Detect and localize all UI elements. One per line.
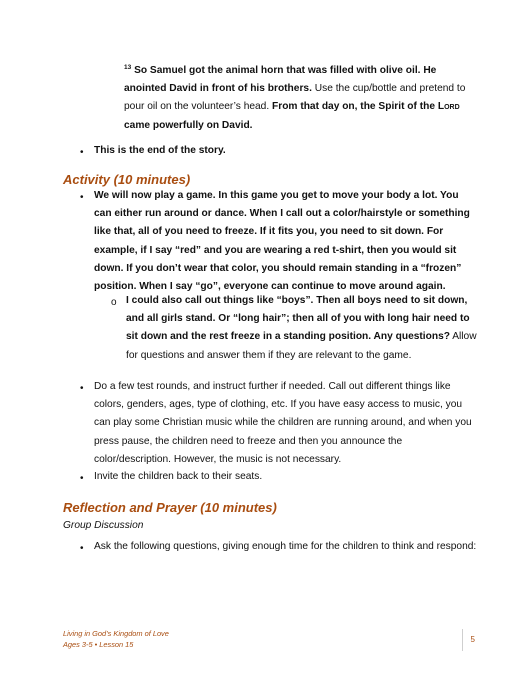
sub-bullet-plain: Allow for questions and answer them if they are relevant to the game. [126, 331, 477, 361]
bullet-dot: • [80, 473, 84, 484]
verse-bold-text-2b: came powerfully on David. [124, 119, 253, 131]
test-rounds-text: Do a few test rounds, and instruct further if needed. Call out different things like colors, genders, ages, type of clothing, etc. If you have easy access to music, you can play some Christian music while the children are running around, and when you press pause, the children need to freeze and then you announce the color/description. However, the music is not necessary. [94, 381, 472, 465]
sub-bullet-bold: I could also call out things like “boys”. Then all boys need to sit down, and all girls stand. Or “long hair”; then all of you with long hair need to sit down and the rest freeze in a standing position. Any questions? [126, 295, 470, 343]
footer-series-title: Living in God’s Kingdom of Love [63, 629, 169, 638]
page-footer [63, 629, 169, 650]
footer-lesson-info: Ages 3-5 • Lesson 15 [63, 639, 134, 649]
verse-instruction: Use the cup/bottle and pretend to pour oil on the volunteer’s head. [124, 83, 466, 113]
bullet-dot: • [80, 383, 84, 394]
activity-sub-bullet [126, 292, 478, 365]
questions-instruction: Ask the following questions, giving enough time for the children to think and respond: [94, 541, 477, 552]
reflection-heading: Reflection and Prayer (10 minutes) [63, 500, 277, 515]
verse-number: 13 [124, 64, 132, 71]
verse-bold-text-2a: From that day on, the Spirit of the [272, 101, 438, 113]
group-discussion-label: Group Discussion [63, 520, 144, 531]
activity-heading: Activity (10 minutes) [63, 172, 191, 187]
lord-smallcaps: Lord [437, 101, 460, 113]
end-story-text: This is the end of the story. [94, 145, 226, 156]
sub-bullet-circle: o [111, 297, 117, 308]
activity-instructions: We will now play a game. In this game you get to move your body a lot. You can either run around or dance. When I call out a color/hairstyle or something like that, all of you need to freeze. If it fits you, you need to sit down. For example, if I say “red” and you are wearing a red t-shirt, then you would sit down. If you don’t wear that color, you should remain standing in a “frozen” position. When I say “go”, everyone can continue to move around again. [94, 190, 470, 293]
bullet-dot: • [80, 192, 84, 203]
verse-bold-text: So Samuel got the animal horn that was filled with olive oil. He anointed David in front of his brothers. [124, 65, 437, 95]
page-number: 5 [462, 629, 475, 651]
invite-back-text: Invite the children back to their seats. [94, 471, 263, 482]
verse-paragraph [124, 62, 479, 135]
bullet-dot: • [80, 543, 84, 554]
bullet-dot: • [80, 147, 84, 158]
